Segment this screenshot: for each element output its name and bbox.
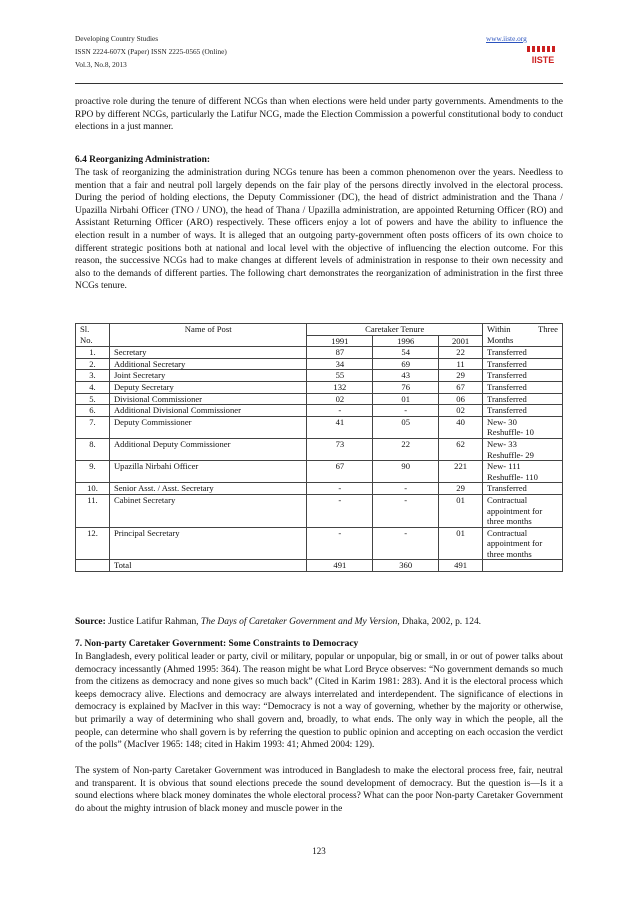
row-sl-number: 4. [76,381,110,393]
row-post-name: Secretary [109,347,306,359]
row-value-2001: 02 [439,405,483,417]
row-sl-number: 1. [76,347,110,359]
table-header-row-1 [76,324,563,336]
within-line: Contractual [487,527,528,538]
iiste-logo [524,43,562,65]
within-line: New- 33 [487,438,517,449]
table-row [76,461,563,483]
row-value-1996: 05 [373,416,439,438]
total-1996: 360 [373,560,439,572]
row-value-1991: - [307,483,373,495]
row-value-1991: - [307,527,373,560]
row-within-three-months [483,461,563,483]
row-post-name: Divisional Commissioner [109,393,306,405]
tenure-header: Caretaker Tenure [307,324,483,336]
table-row [76,405,563,417]
table-total-row [76,560,563,572]
within-line: Transferred [487,347,527,358]
table-row [76,527,563,560]
sl-header: Sl. [76,324,110,336]
row-sl-number: 8. [76,438,110,460]
row-post-name: Additional Divisional Commissioner [109,405,306,417]
section-7-heading: 7. Non-party Caretaker Government: Some Constraints to Democracy [75,639,359,649]
table-row [76,416,563,438]
row-value-1991: 02 [307,393,373,405]
within-line: Contractual [487,494,528,505]
source-label: Source: [75,617,106,627]
row-within-three-months [483,494,563,527]
row-post-name: Principal Secretary [109,527,306,560]
row-value-1991: - [307,494,373,527]
row-post-name: Deputy Commissioner [109,416,306,438]
row-within-three-months [483,405,563,417]
total-label: Total [109,560,306,572]
row-post-name: Additional Deputy Commissioner [109,438,306,460]
row-post-name: Additional Secretary [109,358,306,370]
row-value-2001: 29 [439,370,483,382]
row-value-1996: 01 [373,393,439,405]
within-line: New- 30 [487,416,517,427]
table-row [76,494,563,527]
row-value-1996: - [373,483,439,495]
within-line: Reshuffle- 29 [487,449,534,460]
row-value-1996: 22 [373,438,439,460]
logo-text: IISTE [531,55,555,65]
row-within-three-months [483,416,563,438]
within-line: Transferred [487,393,527,404]
volume-line: Vol.3, No.8, 2013 [75,60,127,69]
row-value-2001: 01 [439,494,483,527]
within-line: three months [487,516,532,527]
table-row [76,381,563,393]
table-row [76,358,563,370]
row-value-1996: 76 [373,381,439,393]
row-post-name: Upazilla Nirbahi Officer [109,461,306,483]
row-sl-number: 2. [76,358,110,370]
section-6-4-heading: 6.4 Reorganizing Administration: [75,155,211,165]
within-line: Reshuffle- 110 [487,471,538,482]
row-within-three-months [483,438,563,460]
row-sl-number: 6. [76,405,110,417]
row-sl-number: 10. [76,483,110,495]
row-post-name: Joint Secretary [109,370,306,382]
row-value-1991: 41 [307,416,373,438]
row-sl-number: 3. [76,370,110,382]
row-value-2001: 67 [439,381,483,393]
year-1996-header: 1996 [373,335,439,347]
table-row [76,347,563,359]
within-header-2: Months [483,335,563,347]
page-number: 123 [312,846,326,856]
row-value-1996: 69 [373,358,439,370]
within-header: Within Three [483,324,563,336]
row-post-name: Cabinet Secretary [109,494,306,527]
row-sl-number: 9. [76,461,110,483]
row-value-1991: 73 [307,438,373,460]
row-value-1996: - [373,494,439,527]
row-value-2001: 11 [439,358,483,370]
row-within-three-months [483,358,563,370]
within-line: Transferred [487,358,527,369]
row-value-1996: 54 [373,347,439,359]
within-line: Transferred [487,405,527,416]
within-line: appointment for [487,538,543,549]
header-rule [75,83,563,84]
total-1991: 491 [307,560,373,572]
table-row [76,393,563,405]
row-value-2001: 01 [439,527,483,560]
row-post-name: Senior Asst. / Asst. Secretary [109,483,306,495]
total-2001: 491 [439,560,483,572]
row-sl-number: 11. [76,494,110,527]
table-source [75,616,563,628]
row-sl-number: 12. [76,527,110,560]
within-line: three months [487,548,532,559]
post-header-2 [109,335,306,347]
row-value-1991: - [307,405,373,417]
total-within-cell [483,560,563,572]
total-sl-cell [76,560,110,572]
table-header-row-2 [76,335,563,347]
row-value-2001: 22 [439,347,483,359]
source-text-after: , Dhaka, 2002, p. 124. [397,617,482,627]
intro-paragraph: proactive role during the tenure of different NCGs than when elections were held under party governments. Amendments to the RPO by different NCGs, particularly the Latifur NCG, made the Election Commission a powerful constitutional body to conduct elections in a just manner. [75,97,563,133]
row-within-three-months [483,527,563,560]
row-value-2001: 62 [439,438,483,460]
section-6-4-body: The task of reorganizing the administration during NCGs tenure has been a common phenomenon over the years. Needless to mention that a fair and neutral poll largely depends on the fair play of the persons directly involved in the electoral process. During the period of holding elections, the Deputy Commissioner (DC), the head of district administration and the Thana / Upazilla Nirbahi Officer (TNO / UNO), the head of Thana / Upazilla administration, are appointed Returning Officer (RO) and Assistant Returning Officer (ARO) respectively. These officers enjoy a lot of powers and have the ability to influence the election result in a number of ways. It is alleged that an outgoing party-government often posts officers of its own choice to different strategic positions both at national and local level with the objective of influencing the election outcome. For this reason, the successive NCGs had to make changes at different levels of administration in response to their own necessity and also to the demands of different parties. The following chart demonstrates the reorganization of administration in the first three NCGs tenure. [75,168,563,292]
row-within-three-months [483,347,563,359]
issn-line: ISSN 2224-607X (Paper) ISSN 2225-0565 (Online) [75,47,227,56]
within-line: Transferred [487,483,527,494]
row-post-name: Deputy Secretary [109,381,306,393]
row-within-three-months [483,483,563,495]
row-value-2001: 40 [439,416,483,438]
reorganization-table [75,323,563,572]
row-value-1996: 90 [373,461,439,483]
section-7-para-2: The system of Non-party Caretaker Government was introduced in Bangladesh to make the electoral process free, fair, neutral and transparent. It is obvious that sound elections precede the sound development of democracy. But the question is—Is it a sound elections where black money dominates the whole electoral process? What can the poor Non-party Caretaker Government do about the mighty intrusion of black money and muscle power in the [75,766,563,814]
table-row [76,438,563,460]
post-header: Name of Post [109,324,306,336]
row-sl-number: 7. [76,416,110,438]
row-value-1996: - [373,405,439,417]
sl-header-2: No. [76,335,110,347]
section-7-para-1: In Bangladesh, every political leader or party, civil or military, popular or unpopular, big or small, in or out of power talks about democracy incessantly (Ahmed 1995: 364). The reason might be what Lord Bryce observes: “No government demands so much from the citizens as democracy and none gives so much back” (Cited in Karim 1981: 283). And it is the electoral process which keeps democracy alive. Elections and democracy are always interrelated and interdependent. The significance of elections in democracy is explained by MacIver in this way: “Democracy is not a way of governing, whether by the majority or otherwise, but primarily a way of determining who shall govern and, broadly, to what ends. The only way in which the people, all the people, can determine who shall govern is by referring the question to public opinion and accepting on each occasion the verdict of the polls” (MacIver 1965: 148; cited in Hakim 1993: 41; Ahmed 2004: 129). [75,652,563,751]
row-value-1991: 55 [307,370,373,382]
row-value-1991: 87 [307,347,373,359]
row-value-2001: 06 [439,393,483,405]
within-line: appointment for [487,505,543,516]
row-value-1991: 34 [307,358,373,370]
row-within-three-months [483,370,563,382]
row-value-2001: 221 [439,461,483,483]
row-value-1996: 43 [373,370,439,382]
within-line: Transferred [487,370,527,381]
year-2001-header: 2001 [439,335,483,347]
journal-url-link[interactable]: www.iiste.org [486,34,527,43]
within-line: Transferred [487,381,527,392]
table-row [76,370,563,382]
row-value-2001: 29 [439,483,483,495]
journal-name: Developing Country Studies [75,34,159,43]
within-line: Reshuffle- 10 [487,427,534,438]
year-1991-header: 1991 [307,335,373,347]
row-value-1996: - [373,527,439,560]
source-title: The Days of Caretaker Government and My Version [200,617,398,627]
row-within-three-months [483,393,563,405]
within-line: New- 111 [487,461,521,472]
table-row [76,483,563,495]
row-value-1991: 67 [307,461,373,483]
source-text-before: Justice Latifur Rahman, [105,617,201,627]
row-sl-number: 5. [76,393,110,405]
row-value-1991: 132 [307,381,373,393]
row-within-three-months [483,381,563,393]
